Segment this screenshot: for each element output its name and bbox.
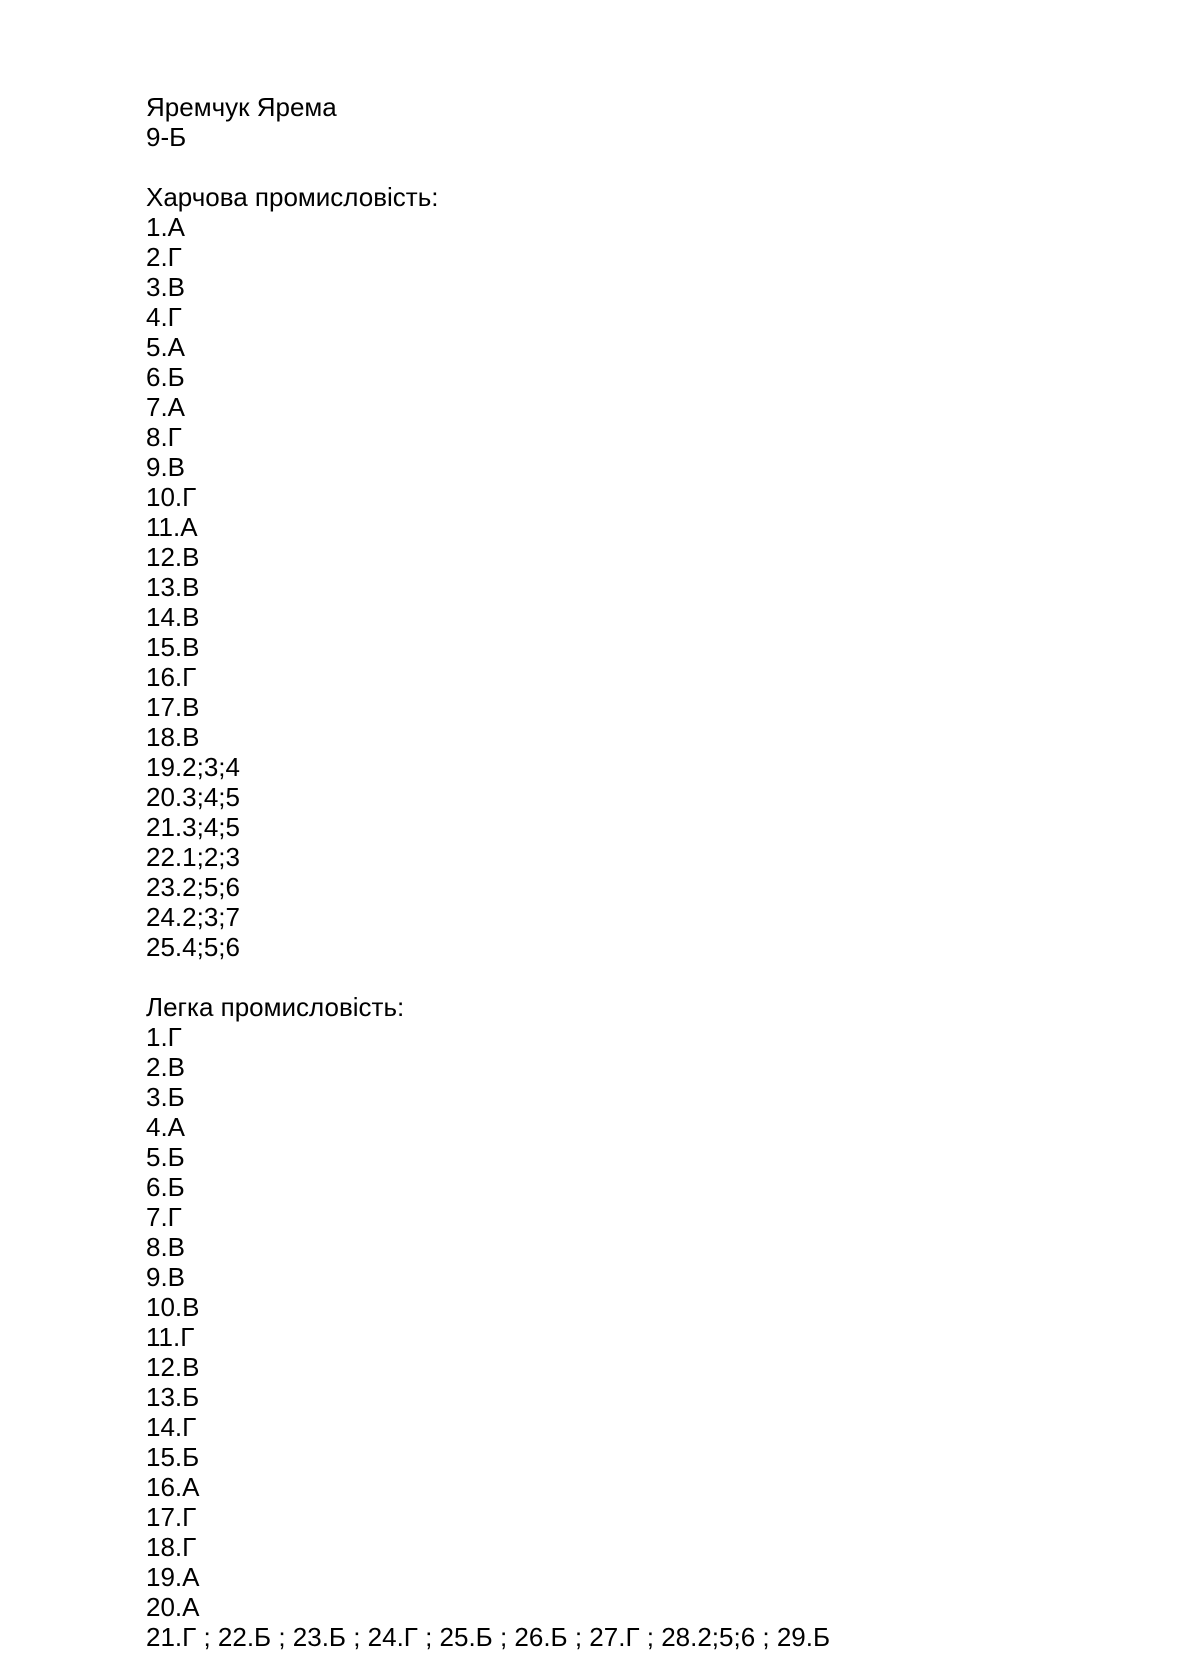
answer-line: 4.Г	[146, 302, 182, 332]
answer-line: 22.1;2;3	[146, 842, 240, 872]
class-name: 9-Б	[146, 122, 187, 152]
answer-line: 21.3;4;5	[146, 812, 240, 842]
answer-line: 2.Г	[146, 242, 182, 272]
answer-line: 21.Г ; 22.Б ; 23.Б ; 24.Г ; 25.Б ; 26.Б ; 27.Г ; 28.2;5;6 ; 29.Б	[146, 1622, 831, 1652]
section-light-industry	[146, 992, 1146, 1652]
answer-line: 14.Г	[146, 1412, 197, 1442]
answer-line: 6.Б	[146, 1172, 185, 1202]
answer-line: 1.А	[146, 212, 186, 242]
answer-line: 13.В	[146, 572, 200, 602]
answer-line: 24.2;3;7	[146, 902, 240, 932]
answer-line: 15.В	[146, 632, 200, 662]
document-page	[146, 92, 1146, 1652]
answer-line: 15.Б	[146, 1442, 200, 1472]
answer-line: 2.В	[146, 1052, 186, 1082]
answer-line: 23.2;5;6	[146, 872, 240, 902]
answer-line: 12.В	[146, 542, 200, 572]
blank-line	[146, 962, 1146, 992]
answer-line: 14.В	[146, 602, 200, 632]
section-title: Легка промисловість:	[146, 992, 405, 1022]
answer-line: 10.Г	[146, 482, 197, 512]
answer-line: 8.Г	[146, 422, 182, 452]
answer-line: 5.А	[146, 332, 186, 362]
answer-line: 11.А	[146, 512, 198, 542]
answer-line: 9.В	[146, 452, 186, 482]
answer-line: 9.В	[146, 1262, 186, 1292]
answer-line: 7.Г	[146, 1202, 182, 1232]
answer-line: 5.Б	[146, 1142, 185, 1172]
answer-line: 18.В	[146, 722, 200, 752]
answer-line: 7.А	[146, 392, 186, 422]
answer-line: 13.Б	[146, 1382, 200, 1412]
answer-line: 17.В	[146, 692, 200, 722]
answer-line: 3.Б	[146, 1082, 185, 1112]
answer-line: 19.А	[146, 1562, 200, 1592]
answer-line: 12.В	[146, 1352, 200, 1382]
answer-line: 16.А	[146, 1472, 200, 1502]
answer-line: 20.3;4;5	[146, 782, 240, 812]
answer-line: 20.А	[146, 1592, 200, 1622]
answer-line: 4.А	[146, 1112, 186, 1142]
section-title: Харчова промисловість:	[146, 182, 439, 212]
answer-line: 3.В	[146, 272, 186, 302]
student-name: Яремчук Ярема	[146, 92, 337, 122]
answer-line: 19.2;3;4	[146, 752, 240, 782]
blank-line	[146, 152, 1146, 182]
answer-line: 11.Г	[146, 1322, 195, 1352]
answer-line: 8.В	[146, 1232, 186, 1262]
answer-line: 16.Г	[146, 662, 197, 692]
answer-line: 18.Г	[146, 1532, 197, 1562]
answer-line: 6.Б	[146, 362, 185, 392]
answer-line: 17.Г	[146, 1502, 197, 1532]
answer-line: 1.Г	[146, 1022, 182, 1052]
answer-line: 10.В	[146, 1292, 200, 1322]
answer-line: 25.4;5;6	[146, 932, 240, 962]
section-food-industry	[146, 182, 1146, 962]
